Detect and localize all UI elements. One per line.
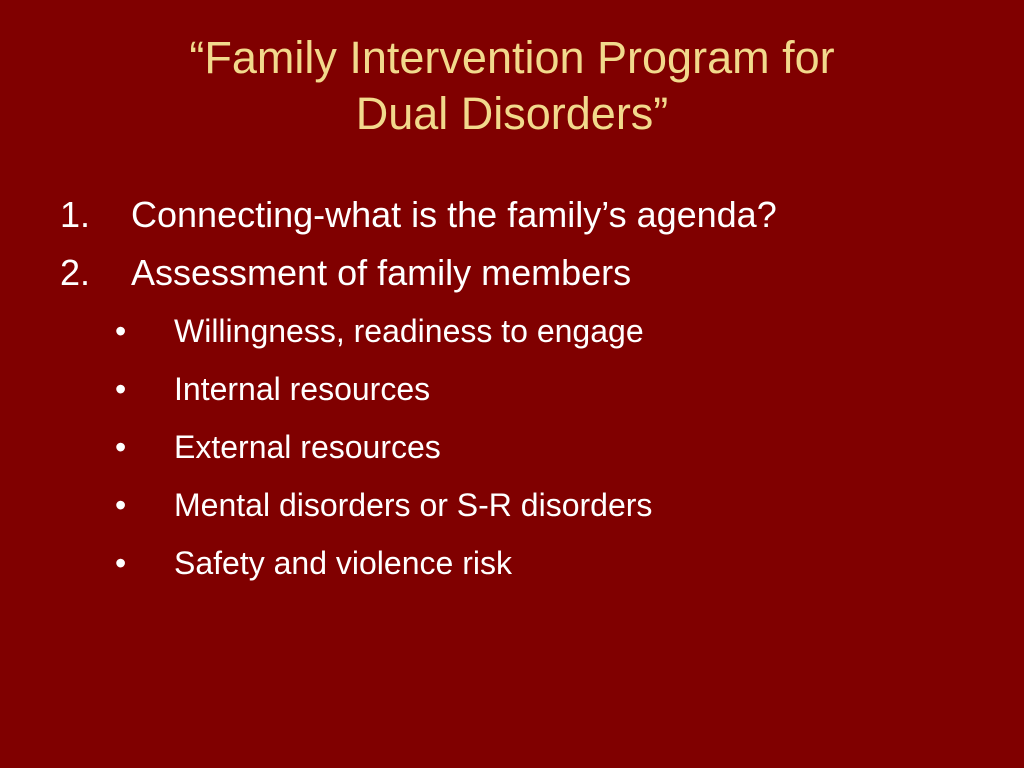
bullet-list: [0, 186, 1024, 592]
sub-bullet-external-resources: [0, 418, 1024, 476]
bullet-icon: •: [115, 371, 127, 407]
item-text: Connecting-what is the family’s agenda?: [131, 194, 777, 235]
item-number: 2.: [60, 252, 91, 293]
slide-title-line-1: “Family Intervention Program for: [189, 32, 835, 83]
sub-bullet-text: Safety and violence risk: [174, 545, 512, 581]
sub-bullet-willingness: [0, 302, 1024, 360]
bullet-icon: •: [115, 429, 127, 465]
sub-bullet-safety: [0, 534, 1024, 592]
sub-bullet-text: Willingness, readiness to engage: [174, 313, 644, 349]
bullet-icon: •: [115, 313, 127, 349]
item-text: Assessment of family members: [131, 252, 632, 293]
slide-title-line-2: Dual Disorders”: [355, 88, 669, 139]
item-number: 1.: [60, 194, 91, 235]
slide-title: [40, 30, 984, 142]
sub-bullet-mental-disorders: [0, 476, 1024, 534]
sub-bullet-text: External resources: [174, 429, 441, 465]
numbered-item-connecting: [0, 186, 1024, 244]
sub-bullet-text: Internal resources: [174, 371, 431, 407]
sub-bullet-text: Mental disorders or S-R disorders: [174, 487, 653, 523]
bullet-icon: •: [115, 487, 127, 523]
sub-bullet-internal-resources: [0, 360, 1024, 418]
numbered-item-assessment: [0, 244, 1024, 302]
bullet-icon: •: [115, 545, 127, 581]
